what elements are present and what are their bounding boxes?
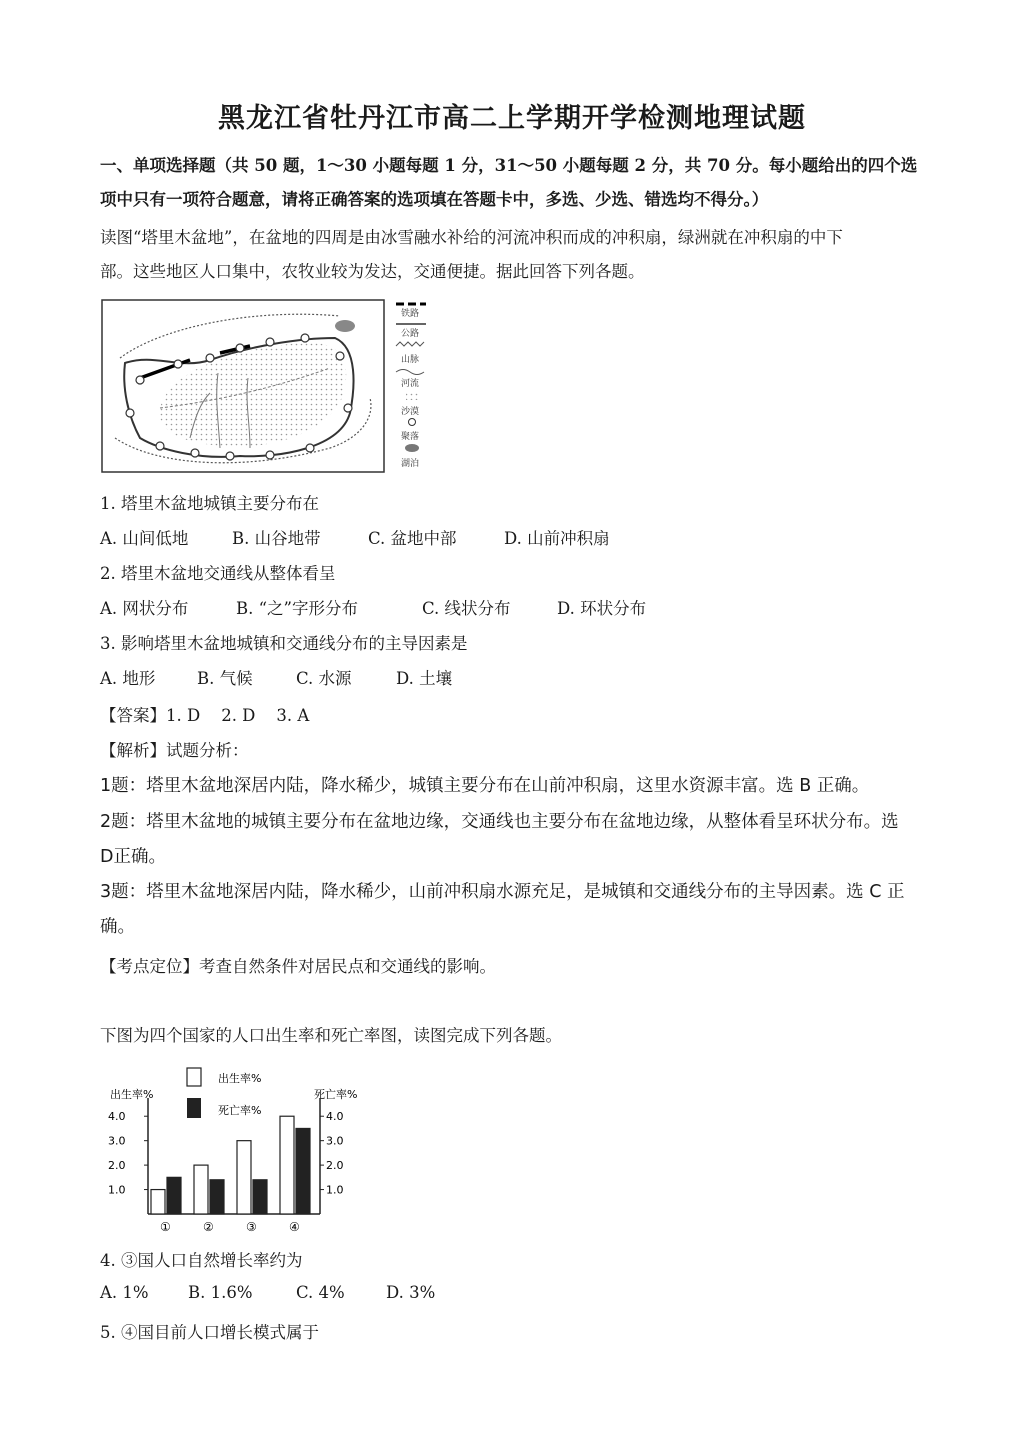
tick-right-label-3: 4.0 <box>326 1110 344 1124</box>
tick-left-label-3: 4.0 <box>108 1110 126 1124</box>
legend-birth-swatch <box>187 1068 201 1086</box>
bar-birth-2 <box>194 1165 208 1214</box>
legend-lake: 湖泊 <box>401 459 420 469</box>
tick-right-label-0: 1.0 <box>326 1183 344 1197</box>
q4-option-d[interactable]: D. 3% <box>386 1283 436 1302</box>
q2-option-b[interactable]: B. “之”字形分布 <box>236 599 358 618</box>
question-5-stem: 5. ④国目前人口增长模式属于 <box>100 1323 319 1342</box>
category-label-3: ③ <box>246 1220 257 1234</box>
tarim-basin-map <box>100 298 440 478</box>
bar-birth-3 <box>237 1141 251 1214</box>
explanation-2-line2: D正确。 <box>100 847 166 867</box>
chart-ticks-left <box>108 1110 148 1196</box>
explanation-2-line1: 2题：塔里木盆地的城镇主要分布在盆地边缘，交通线也主要分布在盆地边缘，从整体看呈环状分布。选 <box>100 812 899 832</box>
q3-option-d[interactable]: D. 土壤 <box>396 669 453 688</box>
category-label-1: ① <box>160 1220 171 1234</box>
chart-ylabel-right: 死亡率% <box>314 1088 358 1101</box>
q4-option-a[interactable]: A. 1% <box>100 1283 149 1302</box>
kaodian-label: 【考点定位】 <box>100 957 199 976</box>
explanation-3-line2: 确。 <box>100 917 135 937</box>
birth-death-rate-chart <box>100 1064 390 1246</box>
question-1-stem: 1. 塔里木盆地城镇主要分布在 <box>100 494 319 513</box>
page-title: 黑龙江省牡丹江市高二上学期开学检测地理试题 <box>218 103 806 134</box>
q2-option-c[interactable]: C. 线状分布 <box>422 599 511 618</box>
bar-birth-1 <box>151 1190 165 1214</box>
q3-option-b[interactable]: B. 气候 <box>197 669 253 688</box>
q1-option-c[interactable]: C. 盆地中部 <box>368 529 457 548</box>
legend-river: 河流 <box>401 379 420 389</box>
tick-left-label-2: 3.0 <box>108 1134 126 1148</box>
intro-paragraph-line2: 部。这些地区人口集中，农牧业较为发达，交通便捷。据此回答下列各题。 <box>100 262 645 281</box>
answer-value: 1. D 2. D 3. A <box>166 706 310 725</box>
analysis-line <box>100 737 249 761</box>
tick-right-label-2: 3.0 <box>326 1134 344 1148</box>
tick-right-label-1: 2.0 <box>326 1159 344 1173</box>
legend-death-label: 死亡率% <box>218 1104 262 1117</box>
question-2-stem: 2. 塔里木盆地交通线从整体看呈 <box>100 564 336 583</box>
answer-line <box>100 702 309 726</box>
question-4-options <box>100 1283 435 1302</box>
q2-option-a[interactable]: A. 网状分布 <box>100 599 189 618</box>
intro-paragraph-line1: 读图“塔里木盆地”，在盆地的四周是由冰雪融水补给的河流冲积而成的冲积扇，绿洲就在冲积扇的中下 <box>100 228 843 247</box>
chart-bars <box>151 1116 310 1214</box>
q4-option-b[interactable]: B. 1.6% <box>188 1283 253 1302</box>
intro-2: 下图为四个国家的人口出生率和死亡率图，读图完成下列各题。 <box>100 1026 562 1045</box>
question-1-options <box>100 525 610 549</box>
q1-option-b[interactable]: B. 山谷地带 <box>232 529 321 548</box>
bar-death-4 <box>296 1128 310 1214</box>
question-4-stem: 4. ③国人口自然增长率约为 <box>100 1251 303 1270</box>
legend-desert: 沙漠 <box>401 407 420 417</box>
kaodian-value: 考查自然条件对居民点和交通线的影响。 <box>199 957 496 976</box>
bar-death-1 <box>167 1177 181 1214</box>
explanation-3-line1: 3题：塔里木盆地深居内陆，降水稀少，山前冲积扇水源充足，是城镇和交通线分布的主导因素。选 C 正 <box>100 882 905 902</box>
question-3-stem: 3. 影响塔里木盆地城镇和交通线分布的主导因素是 <box>100 634 468 653</box>
legend-railway: 铁路 <box>401 309 420 319</box>
q3-option-a[interactable]: A. 地形 <box>100 669 156 688</box>
analysis-label: 【解析】 <box>100 741 166 760</box>
chart-ylabel-left: 出生率% <box>110 1088 154 1101</box>
legend-settlement: 聚落 <box>401 432 420 442</box>
section-instruction-line2: 项中只有一项符合题意，请将正确答案的选项填在答题卡中，多选、少选、错选均不得分。） <box>100 190 769 209</box>
question-2-options <box>100 595 646 619</box>
lake <box>335 320 355 332</box>
explanation-1: 1题：塔里木盆地深居内陆，降水稀少，城镇主要分布在山前冲积扇，这里水资源丰富。选 B 正确。 <box>100 776 870 796</box>
legend-death-swatch <box>187 1098 201 1118</box>
q4-option-c[interactable]: C. 4% <box>296 1283 345 1302</box>
legend-mountain: 山脉 <box>401 355 420 365</box>
chart-ticks-right <box>320 1110 344 1196</box>
legend-road: 公路 <box>401 329 420 339</box>
category-label-4: ④ <box>289 1220 300 1234</box>
bar-death-2 <box>210 1180 224 1214</box>
category-label-2: ② <box>203 1220 214 1234</box>
q3-option-c[interactable]: C. 水源 <box>296 669 352 688</box>
answer-label: 【答案】 <box>100 706 166 725</box>
bar-death-3 <box>253 1180 267 1214</box>
q2-option-d[interactable]: D. 环状分布 <box>557 599 647 618</box>
legend-birth-label: 出生率% <box>218 1072 262 1085</box>
bar-birth-4 <box>280 1116 294 1214</box>
kaodian-line <box>100 953 496 977</box>
q1-option-d[interactable]: D. 山前冲积扇 <box>504 529 610 548</box>
analysis-value: 试题分析： <box>166 741 249 760</box>
tick-left-label-0: 1.0 <box>108 1183 126 1197</box>
q1-option-a[interactable]: A. 山间低地 <box>100 529 189 548</box>
tick-left-label-1: 2.0 <box>108 1159 126 1173</box>
map-legend <box>396 304 426 469</box>
section-instruction-line1: 一、单项选择题（共 50 题，1～30 小题每题 1 分，31～50 小题每题 2 分，共 70 分。每小题给出的四个选 <box>100 156 918 175</box>
chart-categories <box>160 1220 300 1234</box>
question-3-options <box>100 665 452 689</box>
